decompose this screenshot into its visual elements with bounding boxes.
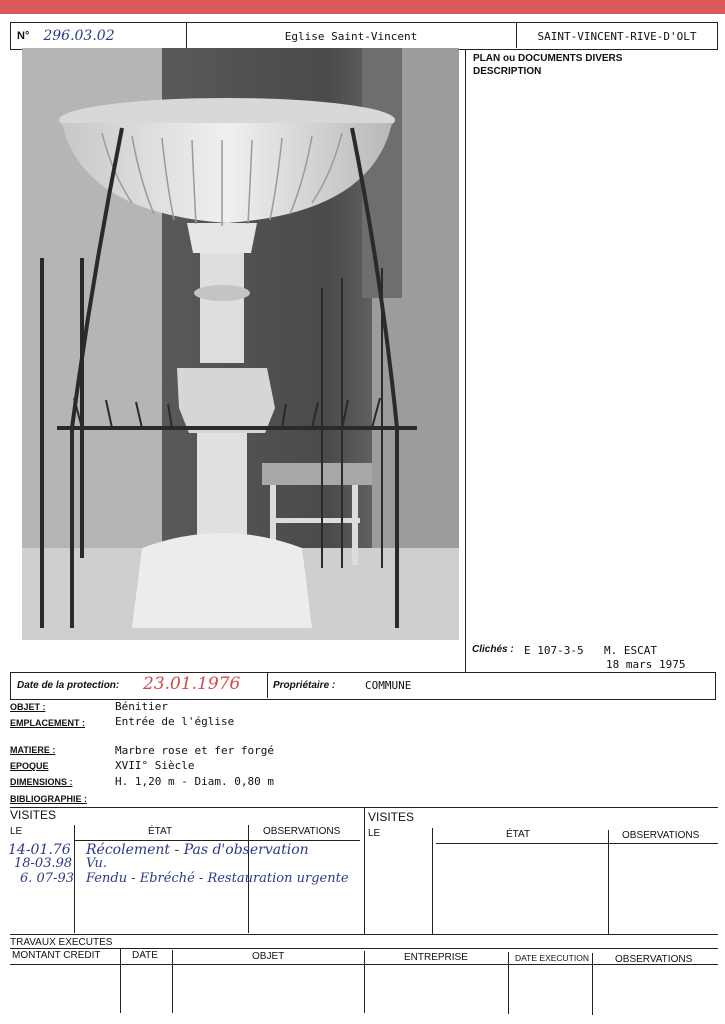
column-divider	[465, 50, 466, 672]
protection-row	[10, 672, 716, 700]
owner-value: COMMUNE	[365, 679, 412, 692]
col-etat-left: ÉTAT	[148, 826, 173, 837]
visite-etat: Fendu - Ebréché - Restauration urgente	[86, 871, 349, 886]
cliches-label: Clichés :	[472, 644, 514, 655]
col-le-right: LE	[368, 828, 381, 839]
visite-date: 6. 07-93	[20, 871, 75, 886]
epoque-label: EPOQUE	[10, 761, 49, 771]
number-value: 296.03.02	[43, 28, 115, 44]
photo-illustration	[22, 48, 459, 640]
travaux-col-divider	[364, 951, 365, 1013]
visite-etat: Récolement - Pas d'observation	[86, 842, 309, 858]
plan-label: PLAN ou DOCUMENTS DIVERS	[473, 53, 623, 64]
header-row	[10, 22, 718, 50]
col-obs-left: OBSERVATIONS	[263, 826, 341, 837]
objet-label: OBJET :	[10, 702, 46, 712]
travaux-col-divider	[508, 952, 509, 1014]
description-label: DESCRIPTION	[473, 66, 542, 77]
protection-date: 23.01.1976	[143, 674, 241, 694]
church-name: Eglise Saint-Vincent	[284, 29, 418, 43]
cliches-ref: E 107-3-5	[524, 644, 584, 657]
objet-value: Bénitier	[115, 700, 168, 713]
col-objet: OBJET	[252, 951, 285, 962]
col-le-left: LE	[10, 826, 23, 837]
dimensions-label: DIMENSIONS :	[10, 777, 73, 787]
commune-name: SAINT-VINCENT-RIVE-D'OLT	[537, 29, 697, 43]
visites-middle-divider	[364, 807, 365, 935]
matiere-value: Marbre rose et fer forgé	[115, 744, 274, 757]
col-date-execution: DATE EXECUTION	[515, 953, 589, 963]
visite-etat: Vu.	[86, 856, 108, 871]
col-etat-right: ÉTAT	[506, 829, 531, 840]
cliches-author: M. ESCAT	[604, 644, 657, 657]
visites-header-line-left	[75, 840, 360, 841]
top-color-bar	[0, 0, 725, 14]
visite-date: 18-03.98	[14, 856, 73, 871]
dimensions-value: H. 1,20 m - Diam. 0,80 m	[115, 775, 274, 788]
travaux-col-divider	[120, 949, 121, 1013]
col-observations: OBSERVATIONS	[615, 954, 693, 965]
travaux-title: TRAVAUX EXECUTES	[10, 937, 113, 948]
bibliographie-label: BIBLIOGRAPHIE :	[10, 794, 88, 804]
visites-col-divider	[432, 828, 433, 934]
protection-divider	[267, 673, 268, 698]
travaux-top-line	[10, 948, 718, 949]
epoque-value: XVII° Siècle	[115, 759, 195, 772]
col-obs-right: OBSERVATIONS	[622, 830, 700, 841]
travaux-col-divider	[172, 950, 173, 1013]
protection-label: Date de la protection:	[17, 680, 120, 691]
travaux-col-divider	[592, 953, 593, 1015]
visites-bottom-line	[10, 934, 718, 935]
visites-col-divider	[74, 825, 75, 933]
visites-title-right: VISITES	[368, 810, 415, 824]
visite-date: 14-01.76	[8, 842, 71, 858]
visites-col-divider	[608, 830, 609, 934]
owner-label: Propriétaire :	[273, 680, 336, 691]
record-number	[17, 23, 187, 49]
emplacement-label: EMPLACEMENT :	[10, 718, 85, 728]
emplacement-value: Entrée de l'église	[115, 715, 235, 728]
visites-title-left: VISITES	[10, 808, 57, 822]
col-date: DATE	[132, 950, 158, 961]
cliches-date: 18 mars 1975	[606, 658, 686, 671]
number-label: N°	[17, 30, 30, 42]
col-entreprise: ENTREPRISE	[404, 952, 468, 963]
visites-header-line-right	[436, 843, 718, 844]
matiere-label: MATIERE :	[10, 745, 56, 755]
font-photograph	[22, 48, 459, 640]
col-montant: MONTANT CREDIT	[12, 950, 101, 961]
